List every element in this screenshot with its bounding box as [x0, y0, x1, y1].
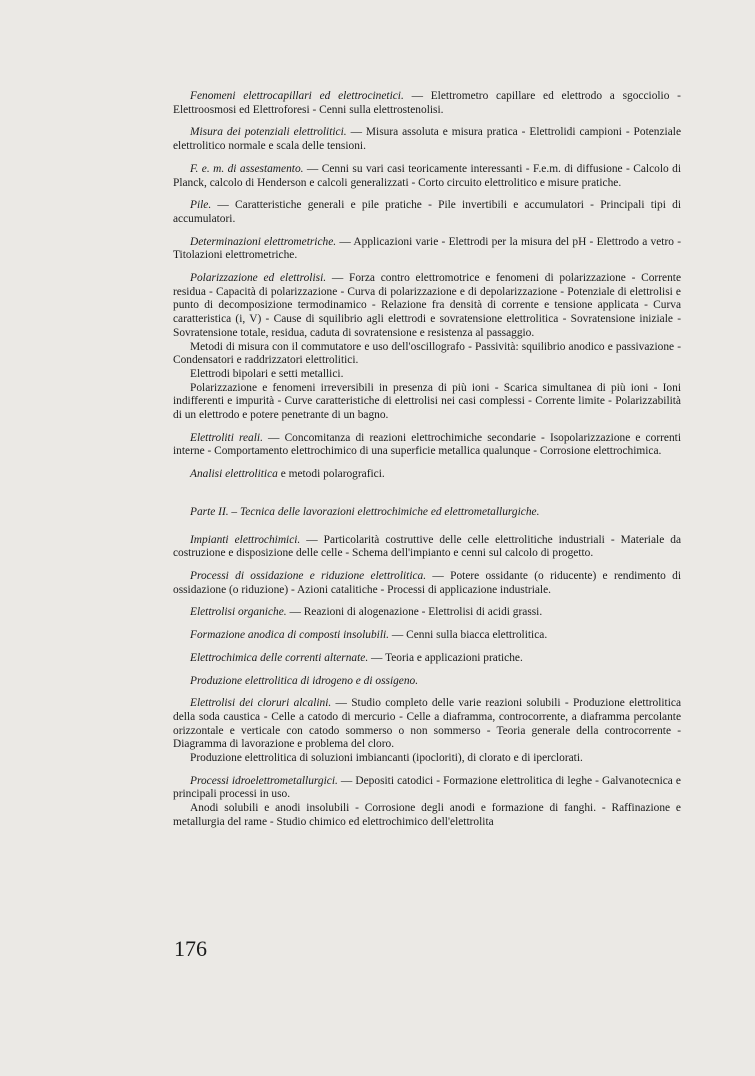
- paragraph: [173, 802, 681, 829]
- paragraph-title: Produzione elettrolitica di idrogeno e di ossigeno.: [190, 674, 419, 687]
- paragraph-title: Fenomeni elettrocapillari ed elettrocinetici.: [190, 90, 404, 102]
- paragraph-text: Anodi solubili e anodi insolubili - Corrosione degli anodi e formazione di fanghi. - Raffinazione e metallurgia del rame - Studio chimico ed elettrochimico dell'elettrolita: [173, 802, 681, 828]
- paragraph-title: Formazione anodica di composti insolubili.: [190, 629, 390, 642]
- paragraph-title: Polarizzazione ed elettrolisi.: [190, 272, 327, 285]
- paragraph: [173, 629, 681, 643]
- paragraph-text: — Depositi catodici - Formazione elettrolitica di leghe - Galvanotecnica e principali processi in uso.: [173, 774, 681, 801]
- paragraph: [173, 432, 681, 459]
- paragraph: [173, 236, 681, 263]
- paragraph-text: — Cenni sulla biacca elettrolitica.: [389, 629, 548, 642]
- paragraph-text: — Reazioni di alogenazione - Elettrolisi di acidi grassi.: [286, 606, 543, 619]
- paragraph-text: — Elettrometro capillare ed elettrodo a sgocciolio - Elettroosmosi ed Elettroforesi - Cenni sulla elettrostenolisi.: [173, 90, 681, 116]
- paragraph: [173, 652, 681, 666]
- paragraph-title: Determinazioni elettrometriche.: [190, 235, 337, 248]
- paragraph: [173, 90, 681, 117]
- paragraph-title: Processi idroelettrometallurgici.: [190, 774, 338, 787]
- part-heading: Parte II. – Tecnica delle lavorazioni elettrochimiche ed elettrometallurgiche.: [190, 505, 540, 518]
- paragraph: [173, 468, 681, 482]
- paragraph-text: — Teoria e applicazioni pratiche.: [368, 651, 523, 664]
- paragraph-title: Analisi elettrolitica: [190, 468, 278, 481]
- paragraph: [173, 341, 681, 368]
- section-part-two: [173, 534, 681, 830]
- paragraph: [173, 382, 681, 423]
- page-body: [173, 90, 681, 830]
- paragraph-title: Processi di ossidazione e riduzione elettrolitica.: [190, 569, 427, 582]
- paragraph-text: Elettrodi bipolari e setti metallici.: [190, 367, 344, 380]
- paragraph: [173, 368, 681, 382]
- paragraph: [173, 534, 681, 561]
- paragraph-title: Elettrolisi dei cloruri alcalini.: [190, 697, 332, 710]
- paragraph: [173, 697, 681, 752]
- paragraph-text: — Potere ossidante (o riducente) e rendimento di ossidazione (o riduzione) - Azioni catalitiche - Processi di applicazione industriale.: [173, 569, 681, 596]
- paragraph-title: Elettrochimica delle correnti alternate.: [190, 651, 369, 664]
- paragraph: [173, 163, 681, 190]
- paragraph: [173, 675, 681, 689]
- section-part-one: [173, 90, 681, 482]
- paragraph-text: — Forza contro elettromotrice e fenomeni di polarizzazione - Corrente residua - Capacità di polarizzazione - Curva di polarizzazione e di depolarizzazione - Potenziale di elettrolisi e punto di decomposizione termodinamico - Relazione fra densità di corrente e tensione applicata - Curva caratteristica (i, V) - Cause di squilibrio agli elettrodi e sovratensione elettrolitica - Sovratensione iniziale - Sovratensione totale, residua, caduta di sovratensione e resistenza al passaggio.: [173, 272, 681, 339]
- paragraph: [173, 272, 681, 341]
- paragraph-text: — Misura assoluta e misura pratica - Elettrolidi campioni - Potenziale elettrolitico normale e scala delle tensioni.: [173, 126, 681, 153]
- paragraph-text: — Cenni su vari casi teoricamente interessanti - F.e.m. di diffusione - Calcolo di Planck, calcolo di Henderson e calcoli generalizzati - Corto circuito elettrolitico e misure pratiche.: [173, 162, 681, 189]
- paragraph-text: Produzione elettrolitica di soluzioni imbiancanti (ipocloriti), di clorato e di iperclorati.: [190, 752, 583, 765]
- paragraph-title: Impianti elettrochimici.: [190, 533, 301, 546]
- paragraph-text: Polarizzazione e fenomeni irreversibili in presenza di più ioni - Scarica simultanea di più ioni - Ioni indifferenti e impurità - Curve caratteristiche di elettrolisi nei casi complessi - Corrente limite - Polarizzabilità di un elettrodo e potere penetrante di un bagno.: [173, 381, 681, 422]
- paragraph: [173, 752, 681, 766]
- paragraph-text: — Particolarità costruttive delle celle elettrolitiche industriali - Materiale da costruzione e disposizione delle celle - Schema dell'impianto e cenni sul calcolo di progetto.: [173, 533, 681, 560]
- paragraph-title: Elettroliti reali.: [190, 431, 263, 444]
- paragraph-text: — Caratteristiche generali e pile pratiche - Pile invertibili e accumulatori - Principali tipi di accumulatori.: [173, 199, 681, 225]
- paragraph-title: Misura dei potenziali elettrolitici.: [190, 126, 347, 139]
- paragraph-text: — Concomitanza di reazioni elettrochimiche secondarie - Isopolarizzazione e correnti interne - Comportamento elettrochimico di una superficie metallica qualunque - Corrosione elettrochimica.: [173, 431, 681, 458]
- paragraph-title: Pile.: [190, 199, 212, 212]
- paragraph-title: F. e. m. di assestamento.: [190, 162, 304, 175]
- paragraph: [173, 606, 681, 620]
- paragraph: [173, 126, 681, 153]
- paragraph: [173, 199, 681, 226]
- paragraph-text: Metodi di misura con il commutatore e uso dell'oscillografo - Passività: squilibrio anodico e passivazione - Condensatori e raddrizzatori elettrolitici.: [173, 340, 681, 367]
- paragraph: [173, 775, 681, 802]
- page-number: 176: [174, 936, 207, 961]
- paragraph-text: e metodi polarografici.: [277, 468, 385, 481]
- paragraph: [173, 570, 681, 597]
- paragraph-text: — Applicazioni varie - Elettrodi per la misura del pH - Elettrodo a vetro - Titolazioni elettrometriche.: [173, 235, 681, 262]
- paragraph-text: — Studio completo delle varie reazioni solubili - Produzione elettrolitica della soda caustica - Celle a catodo di mercurio - Celle a diaframma, controcorrente, a diaframma percolante orizzontale e verticale con catodo sommerso o non sommerso - Teoria generale della controcorrente - Diagramma di lavorazione e problema del cloro.: [173, 697, 681, 751]
- paragraph-title: Elettrolisi organiche.: [190, 606, 287, 619]
